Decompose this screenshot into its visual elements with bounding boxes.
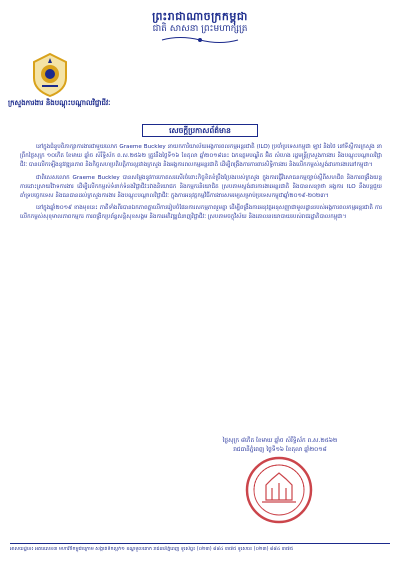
footer-divider	[10, 543, 390, 544]
document-title: សេចក្តីប្រកាសព័ត៌មាន	[142, 124, 258, 137]
ornament-divider-icon	[160, 35, 240, 45]
paragraph-3: នៅក្នុងឆ្នាំ២០១៩ ខាងមុខនេះ ភាគីទាំងពីរបានឯកភាពគ្នាលើការរៀបចំផែនការសកម្មភាពរួមគ្នា ដើម្បីពង្រឹងការអនុវត្តអនុសញ្ញាជាមូលដ្ឋានរបស់អង្គការពលកម្មអន្តរជាតិ ការលើកកម្ពស់សុខុមាលភាពកម្មករ ការពង្រីកប្រព័ន្ធសន្តិសុខសង្គម និងការអភិវឌ្ឍជំនាញវិជ្ជាជីវៈ ស្របតាមចក្ខុវិស័យ និងគោលនយោបាយរបស់រាជរដ្ឋាភិបាលកម្ពុជា។	[20, 205, 382, 221]
paragraph-2: ជាពិសេសលោក Graeme Buckley បានសម្តែងនូវការកោតសរសើរចំពោះកិច្ចខិតខំប្រឹងប្រែងរបស់ក្រសួង ក្នុងការធ្វើវិសោធនកម្មច្បាប់ស្តីពីសហជីព និងការពង្រឹងយន្តការដោះស្រាយវិវាទការងារ ដើម្បីលើកកម្ពស់ទំនាក់ទំនងវិជ្ជាជីវៈរវាងនិយោជក និងកម្មករនិយោជិត ស្របតាមស្តង់ដារការងារអន្តរជាតិ និងបានសន្យាថា អង្គការ ILO នឹងបន្តជួយគាំទ្របច្ចេកទេស និងធនធានដល់ក្រសួងការងារ និងបណ្តុះបណ្តាលវិជ្ជាជីវៈ ក្នុងការអនុវត្តកម្មវិធីការងារសមរម្យសម្រាប់ប្រទេសកម្ពុជាឆ្នាំ២០១៩-២០២៣។	[20, 174, 382, 200]
closing-date-solar: រាជធានីភ្នំពេញ ថ្ងៃទី១៦ ខែតុលា ឆ្នាំ២០១៨	[233, 447, 327, 453]
kingdom-header: ព្រះរាជាណាចក្រកម្ពុជា	[152, 10, 248, 23]
closing-date-lunar: ថ្ងៃសុក្រ ៨កើត ខែមាឃ ឆ្នាំច សំរឹទ្ធិស័ក ព.ស.២៥៦២	[222, 438, 338, 444]
official-seal-icon	[244, 455, 314, 525]
ministry-emblem-icon	[30, 52, 70, 98]
ministry-name: ក្រសួងការងារ និងបណ្តុះបណ្តាលវិជ្ជាជីវៈ	[8, 99, 111, 107]
national-motto: ជាតិ សាសនា ព្រះមហាក្សត្រ	[152, 24, 248, 34]
paragraph-1: នៅក្នុងជំនួបពិភាក្សាការងារជាមួយលោក Graeme Buckley នាយកការិយាល័យអង្គការពលកម្មអន្តរជាតិ (ILO) ប្រចាំប្រទេសកម្ពុជា ឡាវ និងថៃ នៅទីស្តីការក្រសួង នាព្រឹកថ្ងៃសុក្រ ១០កើត ខែមាឃ ឆ្នាំច សំរឹទ្ធិស័ក ព.ស.២៥៦២ ត្រូវនឹងថ្ងៃទី១៦ ខែតុលា ឆ្នាំ២០១៨នេះ ឯកឧត្តមបណ្ឌិត អ៊ិត សំហេង រដ្ឋមន្ត្រីក្រសួងការងារ និងបណ្តុះបណ្តាលវិជ្ជាជីវៈ បានលើកឡើងនូវវឌ្ឍនភាព និងកិច្ចសហប្រតិបត្តិការល្អរវាងក្រសួង និងអង្គការពលកម្មអន្តរជាតិ ដើម្បីពង្រឹងការការពារសិទ្ធិការងារ និងលើកកម្ពស់ស្តង់ដារការងារនៅកម្ពុជា។	[20, 144, 382, 169]
footer-address: អាសយដ្ឋាន៖ អគារលេខ៣ មហាវិថីកម្ពុជាក្រោម សង្កាត់ទឹកល្អក់១ ខណ្ឌទួលគោក រាជធានីភ្នំពេញ ទូរស័ព្ទ៖ (០២៣) ៨៨៤ ៣៧៥ ទូរសារ៖ (០២៣) ៨៨៤ ៣៧៥	[10, 547, 294, 552]
document-body	[20, 143, 382, 226]
closing-block	[180, 437, 380, 455]
